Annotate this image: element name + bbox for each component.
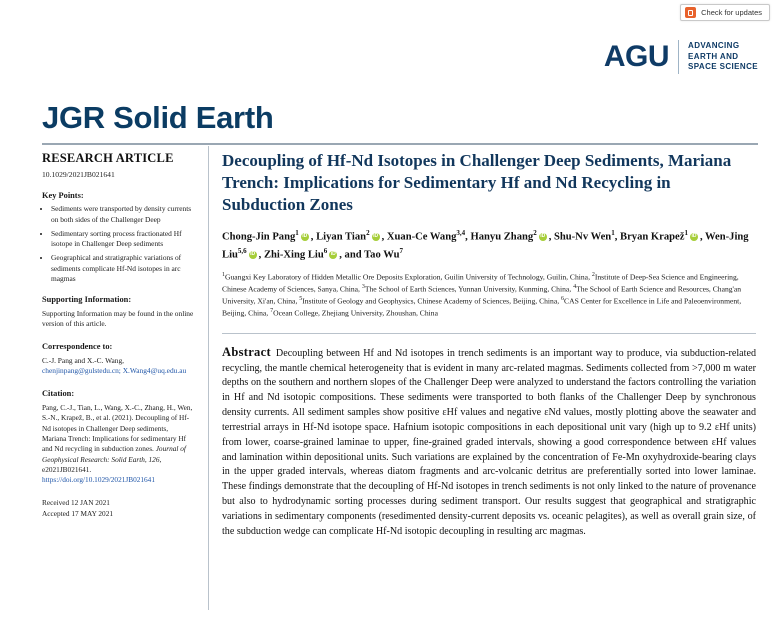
orcid-icon[interactable] bbox=[329, 251, 337, 259]
affiliation-list: $^1$Guangxi Key Laboratory of Hidden Metallic Ore Deposits Exploration, Guilin University of Technology, Guilin, China, $^2$Institute of Deep-Sea Science and Engineering, Chinese Academy of Sciences, Sanya, China, $^3$The School of Earth Sciences, Yunnan University, Kunming, China, $^4$The School of Earth Science and Resources, Chang'an University, Xi'an, China, $^5$Institute of Geology and Geophysics, Chinese Academy of Sciences, Beijing, China, $^6$CAS Center for Excellence in Life and Paleoenvironment, Beijing, China, $^7$Ocean College, Zhejiang University, Zhoushan, China bbox=[222, 272, 742, 318]
check-for-updates-label: Check for updates bbox=[701, 8, 762, 17]
article-type-label: RESEARCH ARTICLE bbox=[42, 151, 174, 165]
logo-divider bbox=[678, 40, 679, 74]
citation-section bbox=[42, 388, 194, 486]
abstract-rule bbox=[222, 333, 756, 334]
orcid-icon[interactable] bbox=[301, 233, 309, 241]
publisher-tagline: ADVANCING EARTH AND SPACE SCIENCE bbox=[688, 40, 758, 72]
received-date: Received 12 JAN 2021 bbox=[42, 497, 110, 507]
orcid-icon[interactable] bbox=[249, 251, 257, 259]
article-doi: 10.1029/2021JB021641 bbox=[42, 169, 115, 179]
citation-journal: Journal of Geophysical Research: Solid Earth, 126 bbox=[42, 444, 186, 464]
affiliation-item: Ocean College, Zhejiang University, Zhoushan, China bbox=[273, 308, 438, 318]
article-metadata-column bbox=[42, 150, 194, 520]
list-item: • Sediments were transported by density currents on both sides of the Challenger Deep bbox=[51, 204, 194, 224]
abstract-section bbox=[222, 343, 756, 540]
author-list: Chong-Jin Pang$^1$ iD , Liyan Tian$^2$ iD , Xuan-Ce Wang$^{3,4}$, Hanyu Zhang$^2$ iD , Shu-Nv Wen$^1$, Bryan Krapež$^1$ iD , Wen-Jing Liu$^{5,6}$ iD , Zhi-Xing Liu$^6$ iD , and Tao Wu$^7$ bbox=[222, 228, 756, 264]
key-points-list bbox=[42, 204, 194, 284]
correspondence-names: C.-J. Pang and X.-C. Wang, bbox=[42, 355, 124, 365]
abstract-text: Decoupling between Hf and Nd isotopes in trench sediments is an important way to produce, via subduction-related recycling, the mantle chemical heterogeneity that is evident in many arc-related magmas. Sediments collected from >7,000 m water depths on the southern and northern slopes of the Challenger Deep were analyzed to understand the factors controlling the variation in Hf and Nd isotopic compositions. These sediments were transported to both flanks of the Challenger Deep by synchronous density currents. All sediment samples show positive εHf values and negative εNd values, mostly plotting above the seawater and terrestrial arrays in Hf-Nd isotope space. Hafnium isotopic compositions in each depositional unit vary (high up to 9.2 εHf units) from lower, coarse-grained laminae to upper, fine-grained graded intervals, showing a good correspondence between εHf values and lamination within depositional units. Such variations are explained by the concentration of Fe-Mn oxyhydroxide-bearing clays in the upper graded intervals, whereas diatom fragments and arc-volcanic detritus are preferentially sorted into lower laminae. These findings demonstrate that the decoupling of Hf-Nd isotopes in trench sediments is not only linked to the nature of provenance but also to hydrodynamic sorting processes during sediment transport. Our results suggest that geographical and stratigraphic variations in sedimentary components (resedimented density-current deposits vs. oceanic pelagites), as well as overall grain size, of the subduction wedge can complicate Hf-Nd isotopic decoupling in resulting arc magmas. bbox=[222, 347, 756, 537]
orcid-icon[interactable] bbox=[539, 233, 547, 241]
orcid-icon[interactable] bbox=[372, 233, 380, 241]
citation-body: Pang, C.-J., Tian, L., Wang, X.-C., Zhang, H., Wen, S.-N., Krapež, B., et al. (2021). Decoupling of Hf-Nd isotopes in Challenger Deep sediments, Mariana Trench: Implications for sedimentary Hf and Nd recycling in subduction zones. bbox=[42, 402, 193, 454]
supporting-information-section bbox=[42, 294, 194, 330]
correspondence-emails[interactable]: chenjinpang@gulstedu.cn; X.Wang4@uq.edu.au bbox=[42, 366, 187, 376]
citation-tail: , e2021JB021641. bbox=[42, 454, 162, 474]
article-main-column bbox=[222, 150, 756, 540]
affiliation-item: The School of Earth Science and Resources, Chang'an University, Xi'an, China bbox=[222, 284, 742, 306]
agu-wordmark: AGU bbox=[603, 40, 670, 73]
abstract-label: Abstract bbox=[222, 344, 271, 359]
publication-dates bbox=[42, 498, 194, 520]
affiliation-item: Institute of Deep-Sea Science and Engineering, Chinese Academy of Sciences, Sanya, China bbox=[222, 272, 739, 294]
accepted-date: Accepted 17 MAY 2021 bbox=[42, 508, 113, 518]
affiliation-item: Institute of Geology and Geophysics, Chinese Academy of Sciences, Beijing, China bbox=[302, 296, 558, 306]
correspondence-section bbox=[42, 341, 194, 377]
supporting-information-text: Supporting Information may be found in the online version of this article. bbox=[42, 308, 194, 329]
page-title: Decoupling of Hf-Nd Isotopes in Challenger Deep Sediments, Mariana Trench: Implications for Sedimentary Hf and Nd Recycling in Subduction Zones bbox=[222, 151, 732, 214]
crossmark-icon bbox=[685, 7, 696, 18]
affiliation-item: Guangxi Key Laboratory of Hidden Metallic Ore Deposits Exploration, Guilin University of Technology, Guilin, China bbox=[225, 272, 589, 282]
orcid-icon[interactable] bbox=[690, 233, 698, 241]
citation-heading: Citation: bbox=[42, 388, 75, 398]
key-points-heading: Key Points: bbox=[42, 190, 84, 200]
check-for-updates-badge[interactable] bbox=[680, 4, 770, 21]
column-divider bbox=[208, 146, 209, 610]
supporting-information-heading: Supporting Information: bbox=[42, 294, 132, 304]
header-rule bbox=[42, 143, 758, 145]
list-item: • Geographical and stratigraphic variations of sediments complicate Hf-Nd isotopes in arc magmas bbox=[51, 253, 194, 284]
correspondence-heading: Correspondence to: bbox=[42, 341, 113, 351]
affiliation-item: The School of Earth Sciences, Yunnan University, Kunming, China bbox=[364, 284, 570, 294]
affiliation-item: CAS Center for Excellence in Life and Paleoenvironment, Beijing, China bbox=[222, 296, 742, 318]
publisher-logo bbox=[604, 40, 758, 74]
list-item: • Sedimentary sorting process fractionated Hf isotope in Challenger Deep sediments bbox=[51, 229, 194, 249]
citation-text bbox=[42, 403, 194, 476]
citation-doi-link[interactable]: https://doi.org/10.1029/2021JB021641 bbox=[42, 475, 155, 485]
journal-title: JGR Solid Earth bbox=[42, 100, 274, 135]
